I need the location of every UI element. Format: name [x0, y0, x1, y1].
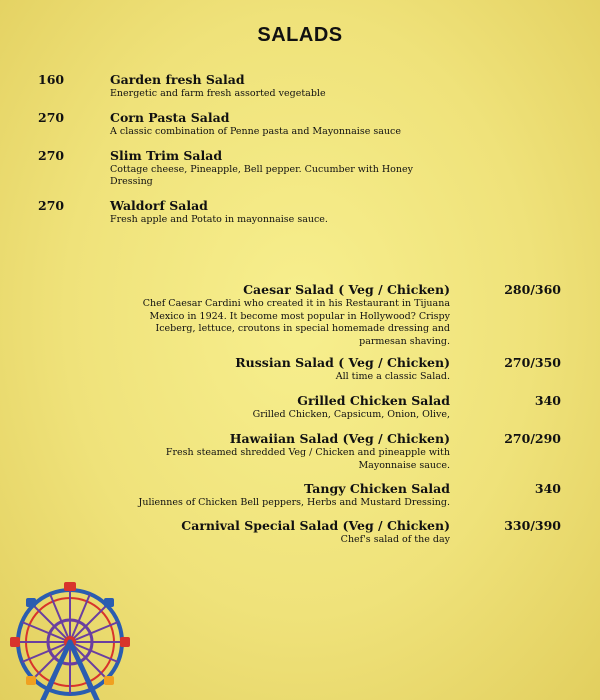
item-price: 270 [38, 198, 65, 213]
item-price: 330/390 [504, 518, 561, 533]
item-name: Garden fresh Salad [110, 72, 245, 87]
ferris-wheel-illustration [0, 580, 140, 700]
item-price: 340 [534, 481, 561, 496]
item-name: Russian Salad ( Veg / Chicken) [235, 355, 450, 370]
item-price: 270 [38, 148, 65, 163]
item-description: Chef's salad of the day [340, 534, 450, 545]
item-name: Grilled Chicken Salad [297, 393, 450, 408]
item-price: 270 [38, 110, 65, 125]
item-description: Fresh apple and Potato in mayonnaise sauce. [110, 214, 328, 225]
item-name: Tangy Chicken Salad [304, 481, 450, 496]
item-name: Caesar Salad ( Veg / Chicken) [243, 282, 450, 297]
item-description: All time a classic Salad. [335, 371, 450, 382]
item-description: Energetic and farm fresh assorted vegetable [110, 88, 326, 99]
item-description: Grilled Chicken, Capsicum, Onion, Olive, [252, 409, 450, 420]
item-description: Chef Caesar Cardini who created it in his Restaurant in Tijuana Mexico in 1924. It become most popular in Hollywood? Crispy Iceberg, lettuce, croutons in special homemade dressing and parmesan shaving. [142, 298, 450, 347]
item-price: 280/360 [504, 282, 561, 297]
item-description: A classic combination of Penne pasta and Mayonnaise sauce [110, 126, 401, 137]
item-name: Waldorf Salad [110, 198, 208, 213]
item-name: Carnival Special Salad (Veg / Chicken) [181, 518, 450, 533]
item-price: 270/350 [504, 355, 561, 370]
item-description: Fresh steamed shredded Veg / Chicken and pineapple with Mayonnaise sauce. [165, 447, 450, 471]
item-description: Juliennes of Chicken Bell peppers, Herbs and Mustard Dressing. [138, 497, 450, 508]
item-name: Hawaiian Salad (Veg / Chicken) [229, 431, 450, 446]
item-name: Corn Pasta Salad [110, 110, 230, 125]
ferris-wheel-icon [10, 582, 130, 700]
item-name: Slim Trim Salad [110, 148, 223, 163]
item-price: 160 [38, 72, 65, 87]
item-price: 270/290 [504, 431, 561, 446]
item-description: Cottage cheese, Pineapple, Bell pepper. Cucumber with Honey Dressing [110, 164, 413, 187]
page-title: SALADS [257, 24, 343, 46]
item-price: 340 [534, 393, 561, 408]
